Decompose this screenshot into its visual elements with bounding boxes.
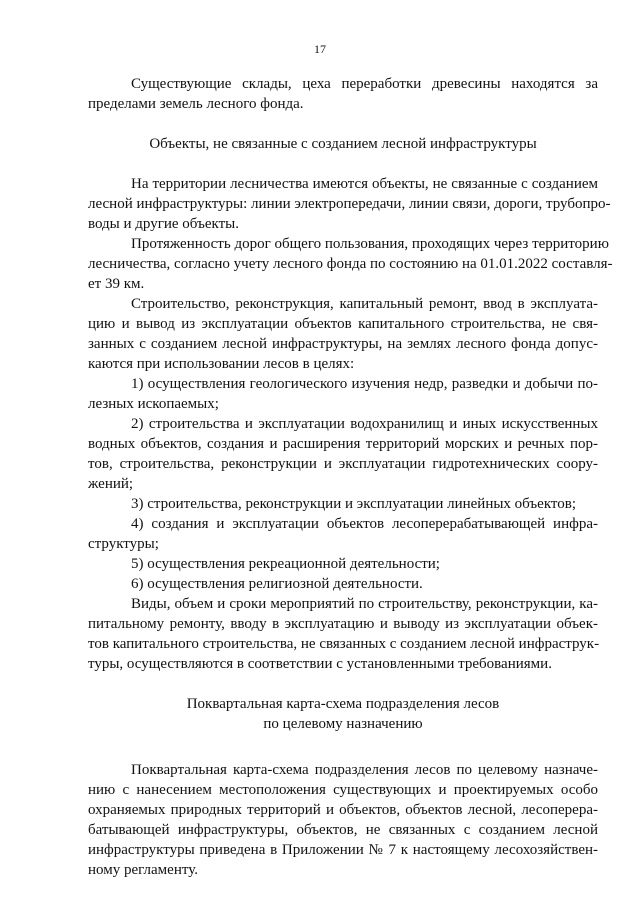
paragraph-line: туры, осуществляются в соответствии с установленными требованиями. xyxy=(88,656,552,672)
list-item-line: 3) строительства, реконструкции и эксплуатации линейных объектов; xyxy=(131,496,577,512)
paragraph-line: лесной инфраструктуры: линии электропередачи, линии связи, дороги, трубопро- xyxy=(88,196,611,212)
paragraph-line: Существующие склады, цеха переработки древесины находятся за xyxy=(131,76,598,92)
paragraph-line: Поквартальная карта-схема подразделения лесов по целевому назначе- xyxy=(131,762,598,778)
paragraph-line: занных с созданием лесной инфраструктуры, на землях лесного фонда допус- xyxy=(88,336,598,352)
list-item-line: тов, строительства, реконструкции и эксплуатации гидротехнических соору- xyxy=(88,456,598,472)
paragraph-line: лесничества, согласно учету лесного фонда по состоянию на 01.01.2022 составля- xyxy=(88,256,613,272)
section-heading: Поквартальная карта-схема подразделения лесов xyxy=(186,696,500,712)
paragraph-line: воды и другие объекты. xyxy=(88,216,239,232)
list-item-line: лезных ископаемых; xyxy=(88,396,219,412)
paragraph-line: Виды, объем и сроки мероприятий по строительству, реконструкции, ка- xyxy=(131,596,598,612)
paragraph-line: каются при использовании лесов в целях: xyxy=(88,356,355,372)
section-heading: по целевому назначению xyxy=(263,716,423,732)
list-item-line: 1) осуществления геологического изучения недр, разведки и добычи по- xyxy=(131,376,598,392)
paragraph-line: инфраструктуры приведена в Приложении № 7 к настоящему лесохозяйствен- xyxy=(88,842,598,858)
paragraph-line: Строительство, реконструкция, капитальный ремонт, ввод в эксплуата- xyxy=(131,296,598,312)
paragraph-line: ному регламенту. xyxy=(88,862,198,878)
list-item-line: 4) создания и эксплуатации объектов лесоперерабатывающей инфра- xyxy=(131,516,598,532)
list-item-line: жений; xyxy=(88,476,134,492)
paragraph-line: Протяженность дорог общего пользования, проходящих через территорию xyxy=(131,236,609,252)
list-item-line: 5) осуществления рекреационной деятельности; xyxy=(131,556,440,572)
paragraph-line: пределами земель лесного фонда. xyxy=(88,96,304,112)
list-item-line: водных объектов, создания и расширения территорий морских и речных пор- xyxy=(88,436,598,452)
paragraph-line: цию и вывод из эксплуатации объектов капитального строительства, не свя- xyxy=(88,316,598,332)
list-item-line: 2) строительства и эксплуатации водохранилищ и иных искусственных xyxy=(131,416,598,432)
paragraph-line: На территории лесничества имеются объекты, не связанные с созданием xyxy=(131,176,598,192)
paragraph-line: ет 39 км. xyxy=(88,276,145,292)
paragraph-line: охраняемых природных территорий и объектов, объектов лесной, лесоперера- xyxy=(88,802,598,818)
list-item-line: структуры; xyxy=(88,536,159,552)
paragraph-line: батывающей инфраструктуры, объектов, не связанных с созданием лесной xyxy=(88,822,598,838)
page-number: 17 xyxy=(314,42,326,56)
paragraph-line: питальному ремонту, вводу в эксплуатацию и выводу из эксплуатации объек- xyxy=(88,616,598,632)
section-heading: Объекты, не связанные с созданием лесной инфраструктуры xyxy=(149,136,537,152)
page-body xyxy=(88,74,613,880)
paragraph-line: нию с нанесением местоположения существующих и проектируемых особо xyxy=(88,782,598,798)
list-item-line: 6) осуществления религиозной деятельности. xyxy=(131,576,423,592)
paragraph-line: тов капитального строительства, не связанных с созданием лесной инфраструк- xyxy=(88,636,600,652)
